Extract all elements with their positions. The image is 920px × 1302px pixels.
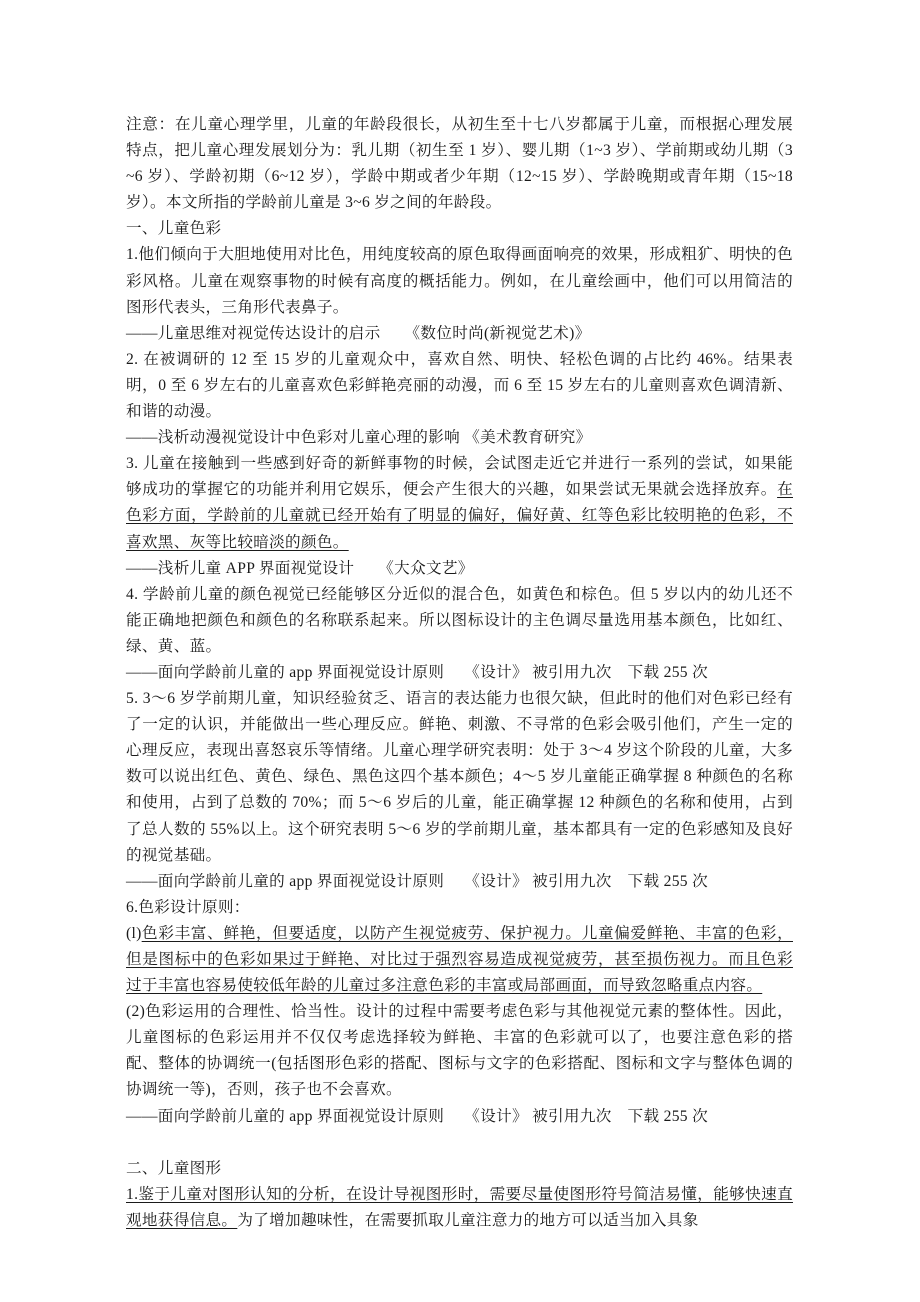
item-6-1-paragraph bbox=[126, 921, 793, 999]
citation-5: ——面向学龄前儿童的 app 界面视觉设计原则 《设计》 被引用九次 下载 255 次 bbox=[126, 872, 709, 890]
item-3-paragraph bbox=[126, 451, 793, 555]
section-one-heading: 一、儿童色彩 bbox=[126, 220, 222, 238]
section-two-heading: 二、儿童图形 bbox=[126, 1159, 222, 1177]
item-2-1-paragraph bbox=[126, 1182, 793, 1234]
citation-4: ——面向学龄前儿童的 app 界面视觉设计原则 《设计》 被引用九次 下载 255 次 bbox=[126, 663, 709, 681]
item-6-2-paragraph: (2)色彩运用的合理性、恰当性。设计的过程中需要考虑色彩与其他视觉元素的整体性。因此，儿童图标的色彩运用并不仅仅考虑选择较为鲜艳、丰富的色彩就可以了，也要注意色彩的搭配、整体的协调统一(包括图形色彩的搭配、图标与文字的色彩搭配、图标和文字与整体色调的协调统一等)，否则，孩子也不会喜欢。 bbox=[126, 1003, 793, 1099]
item-1-paragraph: 1.他们倾向于大胆地使用对比色，用纯度较高的原色取得画面响亮的效果，形成粗犷、明快的色彩风格。儿童在观察事物的时候有高度的概括能力。例如，在儿童绘画中，他们可以用简洁的图形代表头，三角形代表鼻子。 bbox=[126, 246, 793, 316]
citation-2: ——浅析动漫视觉设计中色彩对儿童心理的影响 《美术教育研究》 bbox=[126, 429, 592, 447]
item-2-paragraph: 2. 在被调研的 12 至 15 岁的儿童观众中，喜欢自然、明快、轻松色调的占比约 46%。结果表明，0 至 6 岁左右的儿童喜欢色彩鲜艳亮丽的动漫，而 6 至 15 岁左右的儿童则喜欢色调清新、和谐的动漫。 bbox=[126, 350, 793, 421]
item-6-1-label: (l) bbox=[126, 924, 142, 942]
citation-1: ——儿童思维对视觉传达设计的启示 《数位时尚(新视觉艺术)》 bbox=[126, 324, 591, 342]
item-6-1-underlined-text: 色彩丰富、鲜艳，但要适度，以防产生视觉疲劳、保护视力。儿童偏爱鲜艳、丰富的色彩，但是图标中的色彩如果过于鲜艳、对比过于强烈容易造成视觉疲劳，甚至损伤视力。而且色彩过于丰富也容易使较低年龄的儿童过多注意色彩的丰富或局部画面，而导致忽略重点内容。 bbox=[126, 924, 793, 995]
item-5-paragraph: 5. 3～6 岁学前期儿童，知识经验贫乏、语言的表达能力也很欠缺，但此时的他们对色彩已经有了一定的认识，并能做出一些心理反应。鲜艳、刺激、不寻常的色彩会吸引他们，产生一定的心理反应，表现出喜怒哀乐等情绪。儿童心理学研究表明：处于 3～4 岁这个阶段的儿童，大多数可以说出红色、黄色、绿色、黑色这四个基本颜色；4～5 岁儿童能正确掌握 8 种颜色的名称和使用，占到了总数的 70%；而 5～6 岁后的儿童，能正确掌握 12 种颜色的名称和使用，占到了总人数的 55%以上。这个研究表明 5～6 岁的学前期儿童，基本都具有一定的色彩感知及良好的视觉基础。 bbox=[126, 690, 793, 864]
item-4-paragraph: 4. 学龄前儿童的颜色视觉已经能够区分近似的混合色，如黄色和棕色。但 5 岁以内的幼儿还不能正确地把颜色和颜色的名称联系起来。所以图标设计的主色调尽量选用基本颜色，比如红、绿、黄、蓝。 bbox=[126, 585, 793, 655]
item-6-heading: 6.色彩设计原则： bbox=[126, 898, 250, 916]
item-2-1-underlined-text: 1.鉴于儿童对图形认知的分析，在设计导视图形时，需要尽量使图形符号简洁易懂，能够快速直观地获得信息。 bbox=[126, 1185, 793, 1229]
document-body bbox=[126, 112, 793, 1234]
citation-3: ——浅析儿童 APP 界面视觉设计 《大众文艺》 bbox=[126, 559, 474, 577]
note-paragraph: 注意：在儿童心理学里，儿童的年龄段很长，从初生至十七八岁都属于儿童，而根据心理发展特点，把儿童心理发展划分为：乳儿期（初生至 1 岁）、婴儿期（1~3 岁）、学前期或幼儿期（3~6 岁）、学龄初期（6~12 岁），学龄中期或者少年期（12~15 岁）、学龄晚期或青年期（15~18 岁）。本文所指的学龄前儿童是 3~6 岁之间的年龄段。 bbox=[126, 116, 793, 212]
citation-6: ——面向学龄前儿童的 app 界面视觉设计原则 《设计》 被引用九次 下载 255 次 bbox=[126, 1107, 709, 1125]
section-gap-spacer bbox=[126, 1130, 793, 1156]
item-3-plain-text: 3. 儿童在接触到一些感到好奇的新鲜事物的时候，会试图走近它并进行一系列的尝试，如果能够成功的掌握它的功能并利用它娱乐，便会产生很大的兴趣，如果尝试无果就会选择放弃。 bbox=[126, 455, 793, 499]
item-2-1-plain-text: 为了增加趣味性，在需要抓取儿童注意力的地方可以适当加入具象 bbox=[237, 1211, 699, 1229]
item-3-underlined-text: 在色彩方面，学龄前的儿童就已经开始有了明显的偏好，偏好黄、红等色彩比较明艳的色彩，不喜欢黑、灰等比较暗淡的颜色。 bbox=[126, 481, 793, 551]
